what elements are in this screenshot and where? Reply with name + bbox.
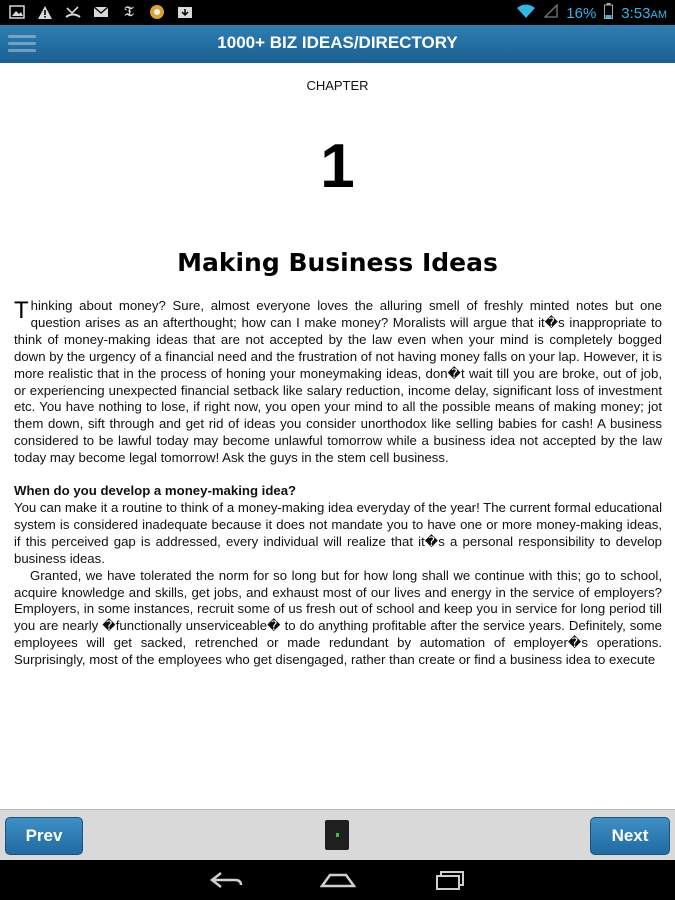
warning-icon <box>36 3 54 21</box>
paragraph-3: Granted, we have tolerated the norm for so long but for how long shall we continue with this; go to school, acquire knowledge and skills, get jobs, and exhaust most of our lives and energy in the service of employers? Employers, in some instances, recruit some of us fresh out of school and keep you in service for long period till you are nearly �functionally unserviceable� to do anything profitable after the service years. Definitely, some employees will get sacked, retrenched or made redundant by automation of employer�s operations. Surprisingly, most of the employees who get disengaged, rather than create or find a business idea to execute <box>14 567 662 668</box>
notification-icons <box>8 3 194 21</box>
drop-cap: T <box>14 297 29 324</box>
gallery-icon <box>8 3 26 21</box>
bottom-toolbar <box>0 809 675 861</box>
chapter-title: Making Business Ideas <box>177 248 498 277</box>
battery-icon <box>604 3 613 23</box>
section-heading: When do you develop a money-making idea? <box>14 483 297 499</box>
page-indicator-icon[interactable] <box>325 820 349 850</box>
next-button[interactable]: Next <box>590 817 670 855</box>
back-icon[interactable] <box>206 868 246 892</box>
missed-call-icon <box>64 3 82 21</box>
home-icon[interactable] <box>318 868 358 892</box>
battery-percent: 16% <box>566 4 597 22</box>
paragraph-intro <box>14 298 662 467</box>
reader-content[interactable] <box>0 63 675 809</box>
download-icon <box>176 3 194 21</box>
nyt-icon: 𝔗 <box>124 4 134 20</box>
chapter-number: 1 <box>320 132 355 201</box>
chapter-label: CHAPTER <box>306 78 369 93</box>
clock-time <box>621 5 667 22</box>
app-header <box>0 25 675 64</box>
gmail-icon <box>92 3 110 21</box>
time-ampm: AM <box>650 8 667 21</box>
paragraph-intro-text: hinking about money? Sure, almost everyone loves the alluring smell of freshly minted notes but one question arises as an afterthought; how can I make money? Moralists will argue that it�s inappropriate to think of money-making ideas that are not accepted by the law even when your mind is completely bogged down by the urgency of a financial need and the frustration of not having money falls on your lap. However, it is more realistic that in the process of honing your moneymaking ideas, don�t wait till you are broke, out of job, or experiencing unexpected financial setback like salary reduction, income delay, significant loss of investment etc. You have nothing to lose, if right now, you open your mind to all the possible means of making money; jot them down, sift through and get rid of ideas you consider unorthodox like selling babies for cash! A business considered to be lawful today may become unlawful tomorrow while a business idea not accepted by the law today may become legal tomorrow! Ask the guys in the stem cell business. <box>14 298 662 466</box>
time-value: 3:53 <box>621 4 651 22</box>
prev-button[interactable]: Prev <box>5 817 83 855</box>
wifi-icon <box>516 4 536 23</box>
app-title: 1000+ BIZ IDEAS/DIRECTORY <box>217 33 458 52</box>
chrome-icon <box>148 3 166 21</box>
status-bar <box>0 0 675 25</box>
recent-apps-icon[interactable] <box>430 868 470 892</box>
system-nav-bar <box>0 860 675 900</box>
system-status <box>516 3 667 23</box>
signal-icon <box>544 4 558 22</box>
chapter-body <box>14 298 662 669</box>
paragraph-2: You can make it a routine to think of a money-making idea everyday of the year! The current formal educational system is considered inadequate because it does not mandate you to have one or more money-making ideas, if this perceived gap is addressed, every individual will realize that it�s a personal responsibility to develop business ideas. <box>14 499 663 566</box>
